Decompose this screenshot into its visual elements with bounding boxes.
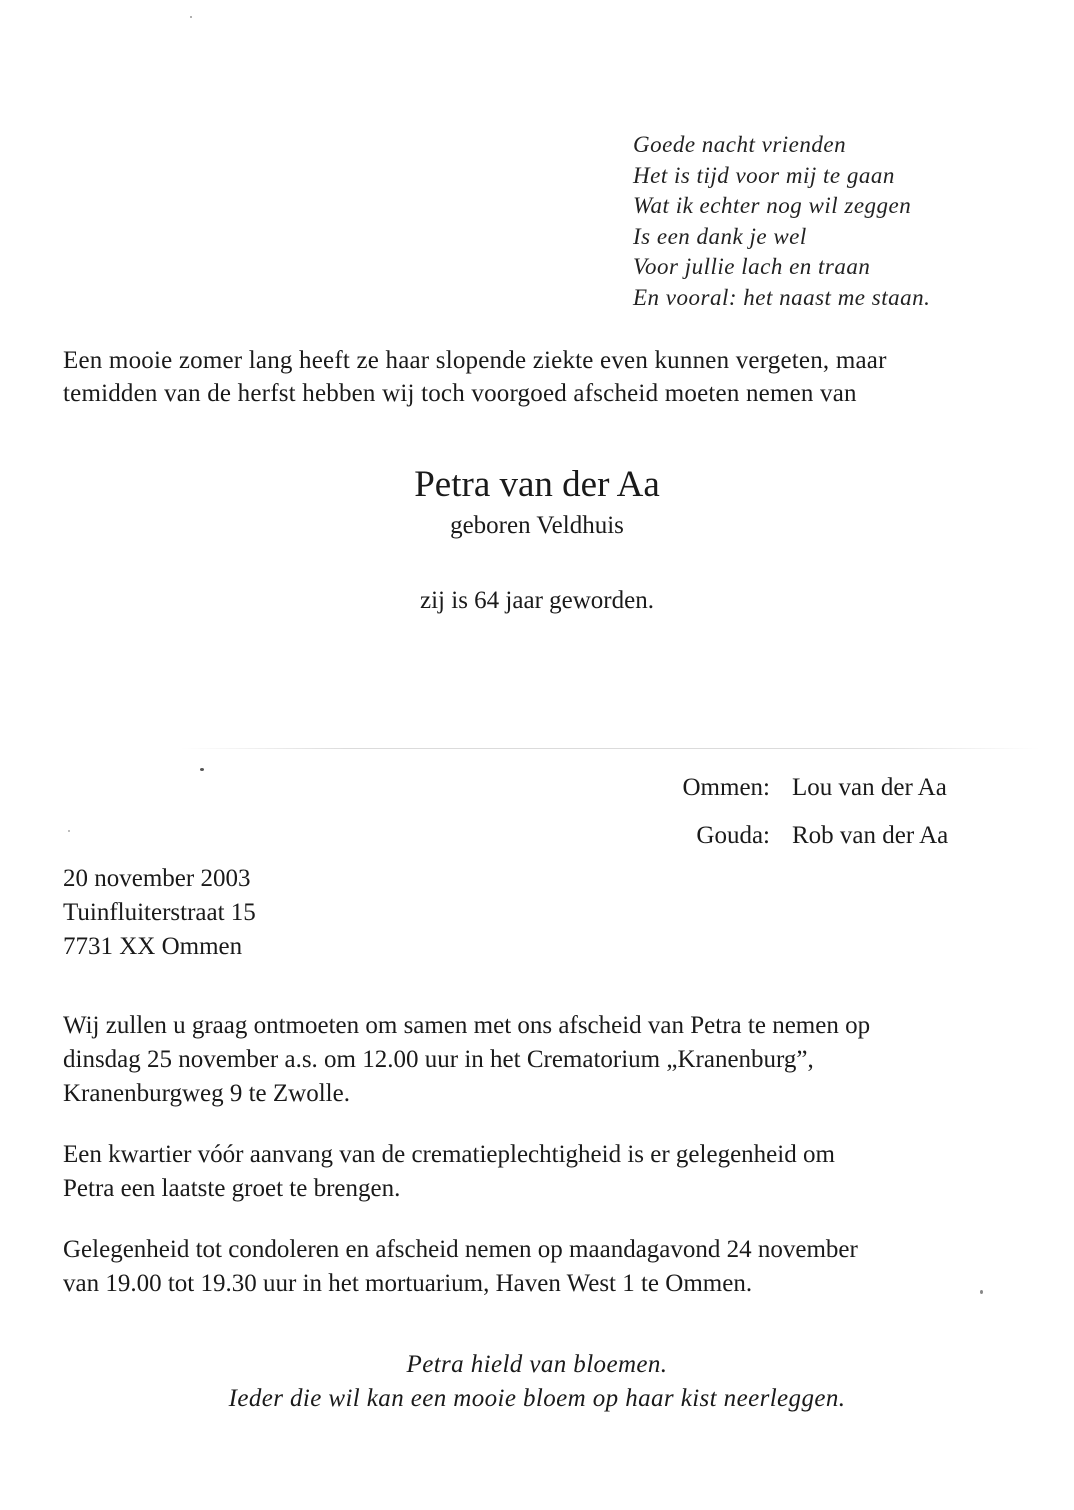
family-row [640,764,948,812]
intro-line: Een mooie zomer lang heeft ze haar slopende ziekte even kunnen vergeten, maar [63,347,887,374]
address-block [63,862,256,964]
poem-line: Is een dank je wel [633,223,807,249]
poem-line: Het is tijd voor mij te gaan [633,162,895,188]
scan-speck [980,1290,983,1294]
paragraph-line: Petra een laatste groet te brengen. [63,1175,401,1202]
paragraph-line: Wij zullen u graag ontmoeten om samen met ons afscheid van Petra te nemen op [63,1012,871,1039]
poem-line: Voor jullie lach en traan [633,254,871,280]
poem [633,130,1053,314]
poem-line: Wat ik echter nog wil zeggen [633,193,912,219]
family-name: Rob van der Aa [792,822,949,849]
closing-text [0,1348,1074,1416]
street-line: Tuinfluiterstraat 15 [63,899,256,926]
family-name: Lou van der Aa [792,774,947,801]
family-place: Gouda: [696,822,770,849]
condolence-paragraph [63,1233,1023,1301]
scan-speck [200,768,204,771]
age-text: zij is 64 jaar geworden. [420,587,654,614]
deceased-name: Petra van der Aa [414,464,660,505]
city-line: 7731 XX Ommen [63,933,243,960]
family-row [640,812,948,860]
paragraph-line: Een kwartier vóór aanvang van de crematieplechtigheid is er gelegenheid om [63,1141,835,1168]
paragraph-line: dinsdag 25 november a.s. om 12.00 uur in het Crematorium „Kranenburg”, [63,1046,814,1073]
paragraph-line: Gelegenheid tot condoleren en afscheid nemen op maandagavond 24 november [63,1236,858,1263]
maiden-name: geboren Veldhuis [450,512,624,539]
scan-speck [68,830,70,832]
paragraph-line: van 19.00 tot 19.30 uur in het mortuarium, Haven West 1 te Ommen. [63,1270,753,1297]
paragraph-line: Kranenburgweg 9 te Zwolle. [63,1080,350,1107]
intro-text [63,344,1023,410]
intro-line: temidden van de herfst hebben wij toch voorgoed afscheid moeten nemen van [63,380,857,407]
date-line: 20 november 2003 [63,865,251,892]
scan-speck [190,16,192,18]
poem-line: Goede nacht vrienden [633,132,847,157]
poem-line: En vooral: het naast me staan. [633,284,931,310]
closing-line: Ieder die wil kan een mooie bloem op haar kist neerleggen. [228,1385,846,1412]
meeting-paragraph [63,1009,1023,1111]
family-place: Ommen: [682,774,770,801]
family-list [640,764,948,860]
closing-line: Petra hield van bloemen. [406,1351,668,1378]
viewing-paragraph [63,1138,1023,1206]
fold-line [180,748,1040,749]
